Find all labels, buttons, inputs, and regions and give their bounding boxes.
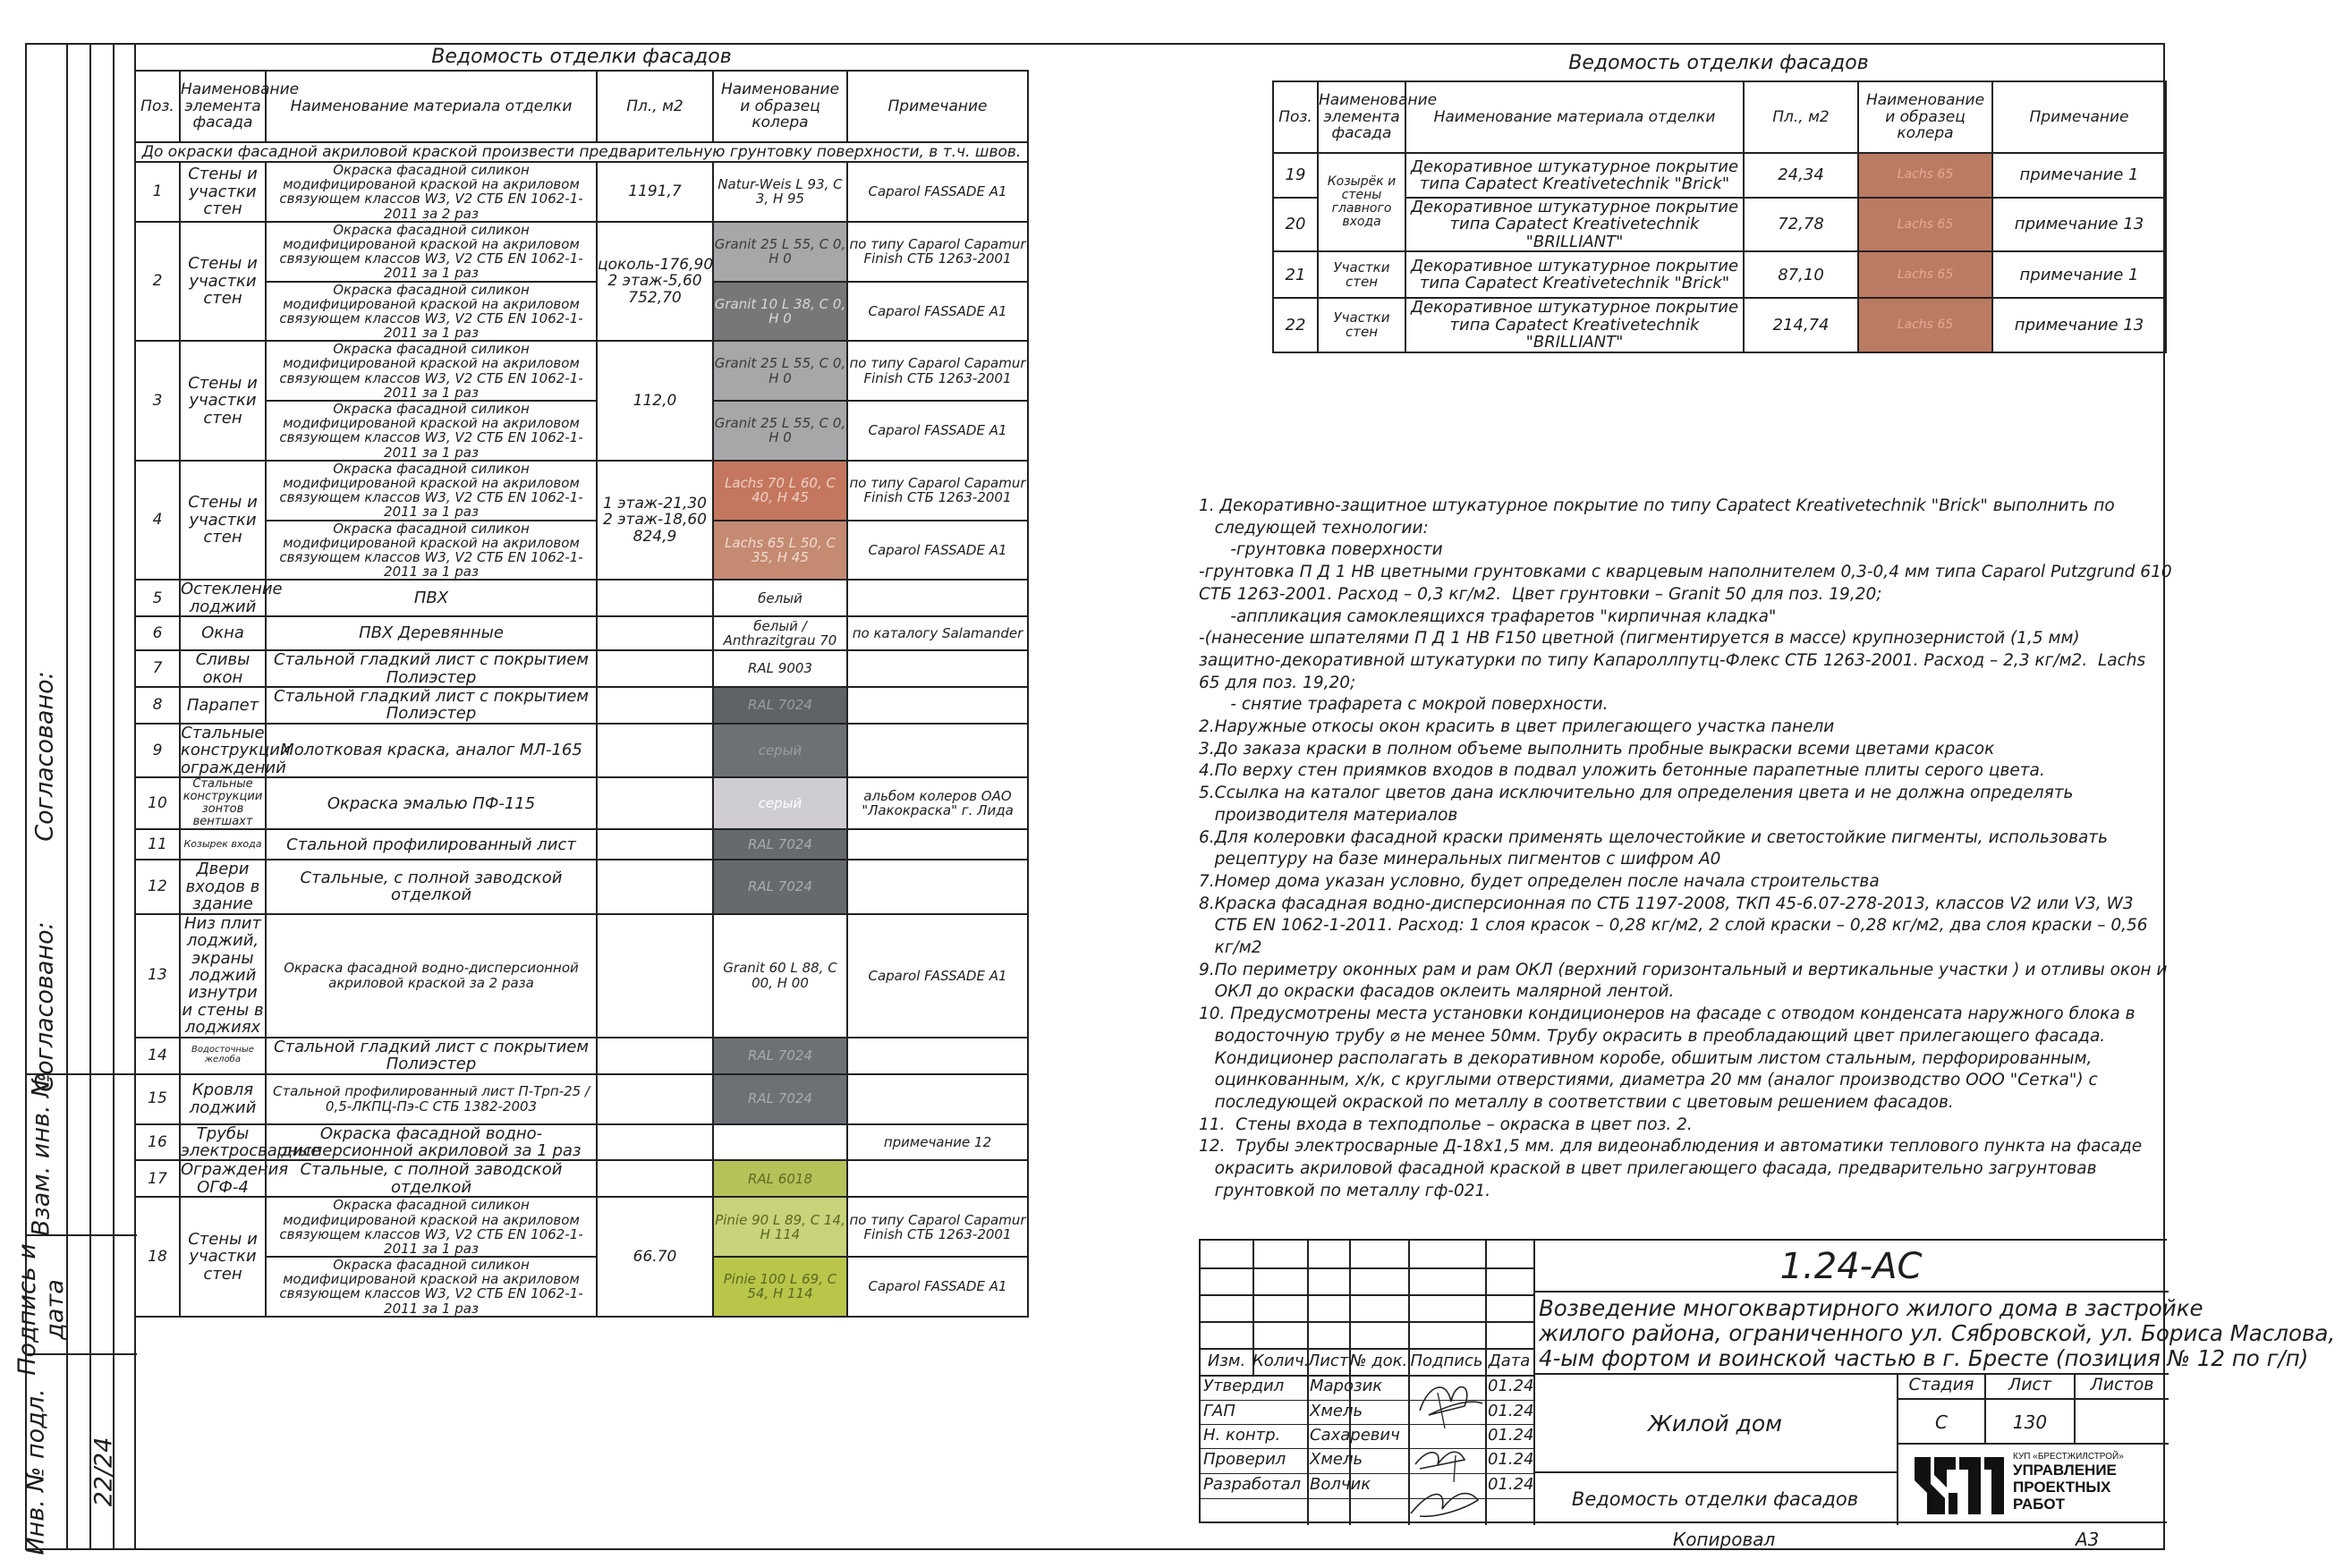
row-pos: 13 (135, 914, 180, 1038)
row-material: Декоративное штукатурное покрытие типа Capatect Kreativetechnik "Brick" (1405, 251, 1744, 298)
strip-label-agreed-2: Согласовано: (30, 921, 59, 1092)
note-line: Кондиционер располагать в декоративном коробе, обшитым листом стальным, перфорированным, (1199, 1048, 2093, 1068)
row-material: Окраска фасадной силикон модифицированой краской на акриловом связующем классов W3, V2 СТБ EN 1062-1-2011 за 1 раз (266, 1257, 597, 1317)
row-color-swatch: RAL 9003 (713, 650, 847, 687)
building-name: Жилой дом (1533, 1375, 1898, 1473)
row-element: Водосточные желоба (180, 1038, 266, 1074)
note-line: 12. Трубы электросварные Д-18х1,5 мм. для видеонаблюдения и автоматики теплового пункта на фасаде (1199, 1137, 2143, 1157)
row-note: примечание 1 (1992, 153, 2166, 198)
row-pos: 5 (135, 580, 180, 616)
note-line: 1. Декоративно-защитное штукатурное покрытие по типу Capatect Kreativetechnik "Brick" выполнить по (1199, 496, 2115, 515)
table-row (135, 580, 1028, 616)
row-material: ПВХ Деревянные (266, 616, 597, 650)
row-pos: 8 (135, 687, 180, 724)
note-line: ОКЛ до окраски фасадов оклеить малярной лентой. (1199, 982, 1675, 1002)
org-line-4: РАБОТ (2013, 1496, 2065, 1513)
row-color-swatch: Pinie 90 L 89, C 14, H 114 (713, 1197, 847, 1257)
row-note (847, 650, 1028, 687)
signer-role: Разработал (1203, 1475, 1302, 1494)
row-color-swatch: RAL 7024 (713, 829, 847, 860)
row-note (847, 1160, 1028, 1197)
row-note: примечание 1 (1992, 251, 2166, 298)
row-pos: 12 (135, 860, 180, 913)
strip-label-replaced-inv: Взам. инв. № (27, 1072, 55, 1237)
row-note (847, 724, 1028, 777)
left-strip (13, 43, 135, 1555)
row-note: Caparol FASSADE A1 (847, 282, 1028, 342)
row-color-swatch: RAL 7024 (713, 687, 847, 724)
row-element: Ограждения ОГФ-4 (181, 1160, 289, 1197)
org-block (1898, 1445, 2169, 1525)
row-color-swatch: Pinie 100 L 69, C 54, H 114 (713, 1257, 847, 1317)
right-table-title: Ведомость отделки фасадов (1568, 52, 1869, 74)
row-note: Caparol FASSADE A1 (847, 401, 1028, 461)
row-color-swatch: Granit 25 L 55, C 0, H 0 (713, 222, 847, 282)
row-pos: 15 (135, 1074, 180, 1124)
table-row (135, 616, 1028, 650)
row-element: Стальные конструкции ограждений (181, 723, 291, 777)
row-area (597, 777, 713, 829)
row-color-swatch: Granit 25 L 55, C 0, H 0 (713, 341, 847, 401)
header-color: Наименование и образец колера (1858, 81, 1992, 153)
row-pos: 7 (135, 650, 180, 687)
note-line: -грунтовка П Д 1 НВ цветными грунтовками с кварцевым наполнителем 0,3-0,4 мм типа Caparol Putzgrund 610 (1199, 563, 2172, 582)
row-note (847, 580, 1028, 616)
note-line: 3.До заказа краски в полном объеме выполнить пробные выкраски всеми цветами красок (1199, 739, 1995, 759)
header-element: Наименование элемента фасада (1318, 81, 1405, 153)
note-line: защитно-декоративной штукатурки по типу Капароллпутц-Флекс СТБ 1263-2001. Расход – 2,3 кг/м2. Lachs (1199, 650, 2146, 670)
row-note (847, 687, 1028, 724)
row-pos: 18 (135, 1197, 180, 1317)
col-signature: Подпись (1410, 1352, 1483, 1370)
row-element: Стены и участки стен (180, 162, 266, 222)
table-row (135, 461, 1028, 521)
row-pos: 21 (1273, 251, 1318, 298)
row-element: Трубы электросварные (181, 1123, 321, 1160)
row-color-swatch: Lachs 65 (1858, 153, 1992, 198)
note-line: - снятие трафарета с мокрой поверхности. (1199, 695, 1609, 715)
left-table-preface: До окраски фасадной акриловой краской произвести предварительную грунтовку поверхности, в т.ч. швов. (135, 142, 1028, 162)
table-row (135, 1074, 1028, 1124)
row-color-swatch: Granit 60 L 88, C 00, H 00 (713, 914, 847, 1038)
note-line: 11. Стены входа в техподполье – окраска в цвет поз. 2. (1199, 1115, 1693, 1134)
right-finish-table (1272, 81, 2167, 353)
strip-inv-number: 22/24 (89, 1437, 118, 1507)
sheet-header: Лист (1986, 1375, 2076, 1400)
row-area (597, 580, 713, 616)
row-pos: 16 (135, 1124, 180, 1161)
row-note: по типу Caparol Capamur Finish СТБ 1263-2001 (847, 222, 1028, 282)
note-line: -аппликация самоклеящихся трафаретов "кирпичная кладка" (1199, 606, 1777, 626)
signer-name: Хмель (1310, 1402, 1363, 1420)
table-row (135, 1160, 1028, 1197)
strip-label-inv-original: Инв. № подл. (21, 1388, 50, 1555)
project-line-3: 4-ым фортом и воинской частью в г. Бресте (позиция № 12 по г/п) (1539, 1345, 2309, 1371)
note-line: оцинкованным, х/к, с круглыми отверстиями, диаметра 20 мм (аналог производство ООО "Сетка") с (1199, 1071, 2098, 1090)
row-note: по типу Caparol Capamur Finish СТБ 1263-2001 (847, 1197, 1028, 1257)
row-element: Участки стен (1318, 251, 1405, 298)
row-pos: 22 (1273, 298, 1318, 352)
strip-label-signature-date: Подпись и дата (13, 1243, 69, 1376)
strip-label-agreed-1: Согласовано: (30, 671, 59, 842)
right-table-header (1273, 81, 2166, 153)
row-note: Caparol FASSADE A1 (847, 1257, 1028, 1317)
org-line-1: КУП «БРЕСТЖИЛСТРОЙ» (2013, 1452, 2124, 1462)
row-material: Стальной гладкий лист с покрытием Полиэстер (266, 650, 597, 687)
row-element: Участки стен (1318, 298, 1405, 352)
table-row (1273, 153, 2166, 198)
row-note: примечание 13 (1992, 198, 2166, 251)
row-material: Окраска фасадной силикон модифицированой краской на акриловом связующем классов W3, V2 СТБ EN 1062-1-2011 за 1 раз (266, 401, 597, 461)
row-color-swatch: серый (713, 777, 847, 829)
row-material: Окраска фасадной силикон модифицированой краской на акриловом связующем классов W3, V2 СТБ EN 1062-1-2011 за 1 раз (266, 1197, 597, 1257)
note-line: -(нанесение шпателями П Д 1 НВ F150 цветной (пигментируется в массе) крупнозернистой (1,5 мм) (1199, 629, 2080, 648)
org-logo-image (1915, 1457, 2004, 1514)
project-line-1: Возведение многоквартирного жилого дома в застройке (1539, 1295, 2203, 1321)
table-row (1273, 198, 2166, 251)
left-table-title: Ведомость отделки фасадов (431, 46, 732, 68)
row-color-swatch: RAL 7024 (713, 1074, 847, 1124)
note-line: 5.Ссылка на каталог цветов дана исключительно для определения цвета и не должна определять (1199, 784, 2074, 803)
row-element: Низ плит лоджий, экраны лоджий изнутри и стены в лоджиях (180, 914, 266, 1038)
header-area: Пл., м2 (597, 71, 713, 142)
row-area (597, 687, 713, 724)
col-sheet: Лист (1307, 1352, 1349, 1370)
row-area: 1191,7 (597, 162, 713, 222)
header-pos: Поз. (1273, 81, 1318, 153)
project-line-2: жилого района, ограниченного ул. Сябровской, ул. Бориса Маслова, (1539, 1320, 2335, 1346)
row-element: Стены и участки стен (180, 341, 266, 461)
row-pos: 14 (135, 1038, 180, 1074)
row-note (847, 1074, 1028, 1124)
signer-date: 01.24 (1488, 1426, 1534, 1445)
row-area (597, 1074, 713, 1124)
row-pos: 6 (135, 616, 180, 650)
signer-name: Волчик (1310, 1475, 1371, 1494)
row-color-swatch: Lachs 65 L 50, C 35, H 45 (713, 521, 847, 581)
row-area: 66.70 (597, 1197, 713, 1317)
signer-role: Н. контр. (1203, 1426, 1281, 1445)
row-color-swatch: белый (713, 580, 847, 616)
row-area: 24,34 (1744, 153, 1858, 198)
row-area (597, 1038, 713, 1074)
row-area (597, 914, 713, 1038)
row-material: Окраска фасадной силикон модифицированой краской на акриловом связующем классов W3, V2 СТБ EN 1062-1-2011 за 1 раз (266, 521, 597, 581)
stage-value: С (1898, 1400, 1986, 1445)
row-pos: 11 (135, 829, 180, 860)
row-element: Остекление лоджий (181, 580, 283, 616)
table-row (135, 860, 1028, 913)
row-color-swatch: Lachs 70 L 60, C 40, H 45 (713, 461, 847, 521)
col-date: Дата (1488, 1352, 1531, 1370)
row-color-swatch: Lachs 65 (1858, 198, 1992, 251)
table-row (135, 650, 1028, 687)
header-color: Наименование и образец колера (713, 71, 847, 142)
row-color-swatch: Natur-Weis L 93, C 3, H 95 (713, 162, 847, 222)
row-element: Парапет (180, 687, 266, 724)
row-pos: 2 (135, 222, 180, 342)
row-material: Стальные, с полной заводской отделкой (266, 1160, 597, 1197)
note-line: 7.Номер дома указан условно, будет определен после начала строительства (1199, 871, 1880, 891)
signer-name: Сахаревич (1310, 1426, 1400, 1445)
row-material: Окраска фасадной силикон модифицированой краской на акриловом связующем классов W3, V2 СТБ EN 1062-1-2011 за 1 раз (266, 222, 597, 282)
header-pos: Поз. (135, 71, 180, 142)
title-block (1199, 1239, 2335, 1523)
note-line: грунтовкой по металлу гф-021. (1199, 1181, 1491, 1200)
col-change: Изм. (1207, 1352, 1246, 1370)
col-doc: № док. (1349, 1352, 1408, 1370)
row-note: альбом колеров ОАО "Лакокраска" г. Лида (847, 777, 1028, 829)
sheet-value: 130 (1986, 1400, 2076, 1445)
row-material: Молотковая краска, аналог МЛ-165 (266, 724, 597, 777)
row-area: 112,0 (597, 341, 713, 461)
row-area: 214,74 (1744, 298, 1858, 352)
note-line: окрасить акриловой фасадной краской в цвет прилегающего фасада, предварительно загрунтовав (1199, 1159, 2097, 1179)
note-line: СТБ EN 1062-1-2011. Расход: 1 слоя красок – 0,28 кг/м2, 2 слой краски – 0,28 кг/м2, два слоя краски – 0,56 (1199, 916, 2148, 936)
table-row (135, 777, 1028, 829)
table-row (135, 222, 1028, 282)
note-line: производителя материалов (1199, 805, 1458, 825)
table-row (135, 401, 1028, 461)
header-note: Примечание (1992, 81, 2166, 153)
row-pos: 4 (135, 461, 180, 581)
row-area (597, 860, 713, 913)
row-color-swatch: RAL 7024 (713, 860, 847, 913)
row-pos: 3 (135, 341, 180, 461)
row-color-swatch: серый (713, 724, 847, 777)
table-row (135, 724, 1028, 777)
row-note: по типу Caparol Capamur Finish СТБ 1263-2001 (847, 341, 1028, 401)
header-element: Наименование элемента фасада (180, 71, 266, 142)
row-element: Стены и участки стен (180, 1197, 266, 1317)
row-material: Декоративное штукатурное покрытие типа Capatect Kreativetechnik "BRILLIANT" (1405, 298, 1744, 352)
row-color-swatch: RAL 7024 (713, 1038, 847, 1074)
note-line: 2.Наружные откосы окон красить в цвет прилегающего участка панели (1199, 717, 1835, 737)
row-element: Сливы окон (180, 650, 266, 687)
row-material: Стальной профилированный лист (266, 829, 597, 860)
header-note: Примечание (847, 71, 1028, 142)
row-color-swatch: Granit 25 L 55, C 0, H 0 (713, 401, 847, 461)
row-material: Окраска фасадной водно-дисперсионной акриловой краской за 2 раза (266, 914, 597, 1038)
note-line: рецептуру на базе минеральных пигментов с шифром А0 (1199, 850, 1721, 869)
row-material: Стальной гладкий лист с покрытием Полиэстер (266, 1038, 597, 1074)
signer-date: 01.24 (1488, 1475, 1534, 1494)
row-area: цоколь-176,90 2 этаж-5,60 752,70 (597, 222, 713, 342)
row-pos: 17 (135, 1160, 180, 1197)
row-area (597, 616, 713, 650)
note-line: водосточную трубу ⌀ не менее 50мм. Трубу окрасить в преобладающий цвет прилегающего фасада. (1199, 1026, 2106, 1046)
col-qty: Колич. (1252, 1352, 1310, 1370)
row-element: Окна (180, 616, 266, 650)
row-note: по типу Caparol Capamur Finish СТБ 1263-2001 (847, 461, 1028, 521)
row-element: Стены и участки стен (180, 461, 266, 581)
document-code: 1.24-АС (1533, 1241, 2169, 1293)
note-line: кг/м2 (1199, 938, 1262, 958)
row-material: Окраска фасадной силикон модифицированой краской на акриловом связующем классов W3, V2 СТБ EN 1062-1-2011 за 1 раз (266, 461, 597, 521)
row-element: Кровля лоджий (180, 1074, 266, 1124)
table-row (1273, 251, 2166, 298)
left-table-header (135, 71, 1028, 142)
org-line-2: УПРАВЛЕНИЕ (2013, 1462, 2117, 1479)
note-line: 8.Краска фасадная водно-дисперсионная по СТБ 1197-2008, ТКП 45-6.07-278-2013, классов V2 или V3, W3 (1199, 894, 2134, 913)
row-color-swatch: RAL 6018 (713, 1160, 847, 1197)
note-line: 65 для поз. 19,20; (1199, 673, 1356, 692)
row-material: Окраска эмалью ПФ-115 (266, 777, 597, 829)
row-color-swatch: Lachs 65 (1858, 298, 1992, 352)
table-row (135, 1038, 1028, 1074)
format-label: А3 (2076, 1529, 2100, 1550)
signer-role: ГАП (1203, 1402, 1235, 1420)
table-row (135, 1257, 1028, 1317)
sheet-title: Ведомость отделки фасадов (1533, 1473, 1898, 1525)
note-line: 9.По периметру оконных рам и рам ОКЛ (верхний горизонтальный и вертикальные участки ) и отливы окон и (1199, 960, 2168, 979)
copied-label: Копировал (1673, 1529, 1776, 1550)
row-note: примечание 12 (847, 1124, 1028, 1161)
row-material: Окраска фасадной силикон модифицированой краской на акриловом связующем классов W3, V2 СТБ EN 1062-1-2011 за 1 раз (266, 341, 597, 401)
signer-role: Проверил (1203, 1450, 1286, 1469)
row-color-swatch: белый / Anthrazitgrau 70 (713, 616, 847, 650)
row-color-swatch: Lachs 65 (1858, 251, 1992, 298)
header-material: Наименование материала отделки (266, 71, 597, 142)
row-note: примечание 13 (1992, 298, 2166, 352)
row-material: Стальные, с полной заводской отделкой (266, 860, 597, 913)
header-area: Пл., м2 (1744, 81, 1858, 153)
row-pos: 20 (1273, 198, 1318, 251)
signatures-image (1402, 1375, 1491, 1525)
row-note: Caparol FASSADE A1 (847, 914, 1028, 1038)
row-note (847, 1038, 1028, 1074)
row-area: 1 этаж-21,30 2 этаж-18,60 824,9 (597, 461, 713, 581)
org-line-3: ПРОЕКТНЫХ (2013, 1479, 2111, 1496)
row-element: Козырёк и стены главного входа (1318, 153, 1405, 251)
note-line: 4.По верху стен приямков входов в подвал уложить бетонные парапетные плиты серого цвета. (1199, 761, 2045, 781)
row-area: 72,78 (1744, 198, 1858, 251)
row-pos: 10 (135, 777, 180, 829)
signer-role: Утвердил (1203, 1377, 1285, 1395)
note-line: последующей окраской по металлу в соответствии с цветовым решением фасадов. (1199, 1092, 1954, 1112)
row-pos: 1 (135, 162, 180, 222)
header-material: Наименование материала отделки (1405, 81, 1744, 153)
row-material: Декоративное штукатурное покрытие типа Capatect Kreativetechnik "BRILLIANT" (1405, 198, 1744, 251)
row-material: Окраска фасадной водно-дисперсионной акриловой за 1 раз (266, 1124, 597, 1161)
row-material: ПВХ (266, 580, 597, 616)
row-note (847, 860, 1028, 913)
signer-name: Марозик (1310, 1377, 1383, 1395)
signer-date: 01.24 (1488, 1450, 1534, 1469)
signer-name: Хмель (1310, 1450, 1363, 1469)
note-line: следующей технологии: (1199, 518, 1429, 538)
row-material: Окраска фасадной силикон модифицированой краской на акриловом связующем классов W3, V2 СТБ EN 1062-1-2011 за 2 раз (266, 162, 597, 222)
row-area (597, 1124, 713, 1161)
signer-date: 01.24 (1488, 1377, 1534, 1395)
table-row (135, 341, 1028, 401)
note-line: 10. Предусмотрены места установки кондиционеров на фасаде с отводом конденсата наружного блока в (1199, 1004, 2135, 1024)
row-element: Двери входов в здание (180, 860, 266, 913)
table-row (135, 1197, 1028, 1257)
row-element: Стальные конструкции зонтов вентшахт (180, 777, 266, 829)
row-material: Окраска фасадной силикон модифицированой краской на акриловом связующем классов W3, V2 СТБ EN 1062-1-2011 за 1 раз (266, 282, 597, 342)
sheets-value (2076, 1400, 2169, 1445)
row-material: Декоративное штукатурное покрытие типа Capatect Kreativetechnik "Brick" (1405, 153, 1744, 198)
row-material: Стальной профилированный лист П-Трп-25 / 0,5-ЛКПЦ-Пэ-С СТБ 1382-2003 (266, 1074, 597, 1124)
row-color-swatch: Granit 10 L 38, C 0, H 0 (713, 282, 847, 342)
table-row (1273, 298, 2166, 352)
note-line: СТБ 1263-2001. Расход – 0,3 кг/м2. Цвет грунтовки – Granit 50 для поз. 19,20; (1199, 584, 1882, 604)
project-title (1533, 1293, 2335, 1375)
row-area (597, 1160, 713, 1197)
stage-header: Стадия (1898, 1375, 1986, 1400)
row-material: Стальной гладкий лист с покрытием Полиэстер (266, 687, 597, 724)
row-area (597, 650, 713, 687)
row-area: 87,10 (1744, 251, 1858, 298)
table-row (135, 282, 1028, 342)
general-notes (1199, 496, 2172, 1203)
row-area (597, 724, 713, 777)
note-line: 6.Для колеровки фасадной краски применять щелочестойкие и светостойкие пигменты, использовать (1199, 827, 2108, 847)
table-row (135, 521, 1028, 581)
row-element: Стены и участки стен (180, 222, 266, 342)
row-area (597, 829, 713, 860)
row-color-swatch (713, 1124, 847, 1161)
row-note (847, 829, 1028, 860)
sheets-header: Листов (2076, 1375, 2169, 1400)
table-row (135, 1124, 1028, 1161)
row-pos: 19 (1273, 153, 1318, 198)
table-row (135, 829, 1028, 860)
row-element: Козырек входа (180, 829, 266, 860)
signer-date: 01.24 (1488, 1402, 1534, 1420)
row-note: по каталогу Salamander (847, 616, 1028, 650)
row-pos: 9 (135, 724, 180, 777)
table-row (135, 914, 1028, 1038)
note-line: -грунтовка поверхности (1199, 540, 1443, 560)
row-note: Caparol FASSADE A1 (847, 521, 1028, 581)
table-row (135, 687, 1028, 724)
table-row (135, 162, 1028, 222)
row-note: Caparol FASSADE A1 (847, 162, 1028, 222)
left-finish-table (134, 70, 1029, 1318)
